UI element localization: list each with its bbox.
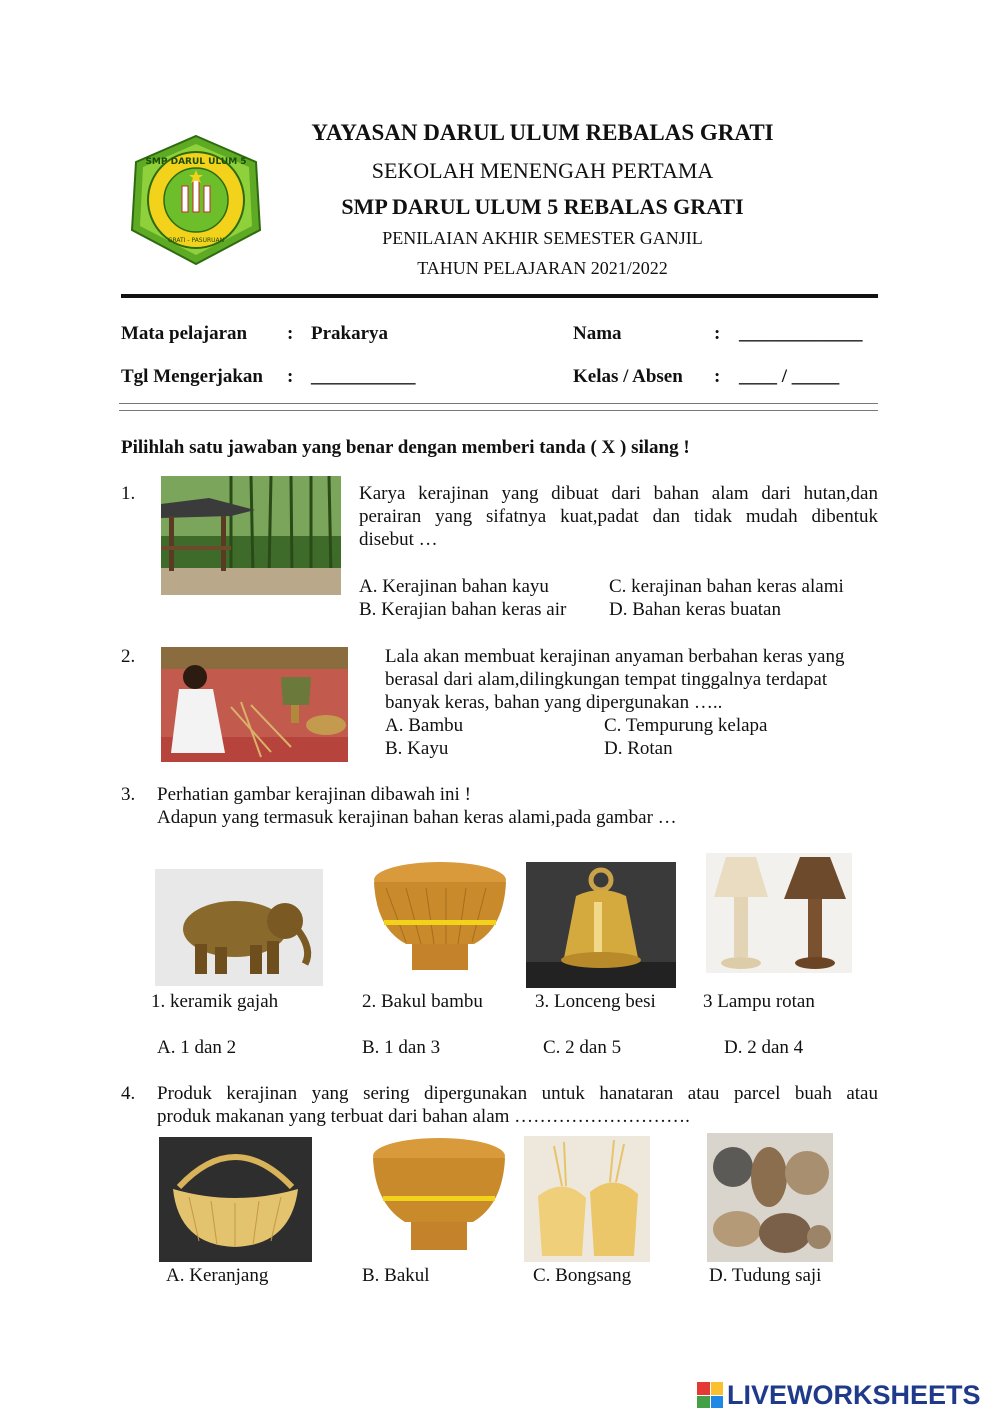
school-type: SEKOLAH MENENGAH PERTAMA xyxy=(371,158,714,183)
q2-option-b[interactable]: B. Kayu xyxy=(385,738,449,759)
q3-caption-4: 3 Lampu rotan xyxy=(703,991,815,1012)
q1-forest-image xyxy=(161,476,341,595)
date-field[interactable]: ___________ xyxy=(311,366,416,387)
q3-option-a[interactable]: A. 1 dan 2 xyxy=(157,1037,237,1058)
subject-label: Mata pelajaran xyxy=(121,323,248,344)
q1-option-a[interactable]: A. Kerajinan bahan kayu xyxy=(359,576,549,597)
class-label: Kelas / Absen xyxy=(573,366,683,387)
school-name: SMP DARUL ULUM 5 REBALAS GRATI xyxy=(341,194,744,219)
q3-number: 3. xyxy=(121,784,136,805)
class-field[interactable]: ____ / _____ xyxy=(739,366,840,387)
header-divider xyxy=(121,294,878,298)
class-colon: : xyxy=(714,366,721,387)
q3-bell-image xyxy=(526,862,676,988)
name-field[interactable]: _____________ xyxy=(739,323,863,344)
q2-text-line3: banyak keras, bahan yang dipergunakan ….. xyxy=(385,692,723,713)
q4-option-b[interactable]: B. Bakul xyxy=(362,1265,430,1286)
liveworksheets-logo[interactable] xyxy=(697,1377,981,1413)
q4-tudung-saji-image xyxy=(707,1133,833,1262)
q1-option-b[interactable]: B. Kerajian bahan keras air xyxy=(359,599,567,620)
date-colon: : xyxy=(287,366,294,387)
q2-number: 2. xyxy=(121,646,136,667)
q4-keranjang-image xyxy=(159,1137,312,1262)
instruction-text: Pilihlah satu jawaban yang benar dengan memberi tanda ( X ) silang ! xyxy=(121,437,690,458)
q3-option-b[interactable]: B. 1 dan 3 xyxy=(362,1037,441,1058)
q1-text-line2: perairan yang sifatnya kuat,padat dan tidak mudah dibentuk xyxy=(359,506,878,527)
q1-option-c[interactable]: C. kerajinan bahan keras alami xyxy=(609,576,844,597)
q4-bongsang-image xyxy=(524,1136,650,1262)
q1-text-line3: disebut … xyxy=(359,529,438,550)
info-divider xyxy=(119,403,878,411)
q2-text-line1: Lala akan membuat kerajinan anyaman berbahan keras yang xyxy=(385,646,845,667)
q3-caption-1: 1. keramik gajah xyxy=(151,991,279,1012)
q2-option-c[interactable]: C. Tempurung kelapa xyxy=(604,715,768,736)
logo-text: SMP DARUL ULUM 5 xyxy=(145,157,247,167)
q3-option-d[interactable]: D. 2 dan 4 xyxy=(724,1037,804,1058)
lw-badge-icon xyxy=(697,1382,723,1408)
q3-elephant-image xyxy=(155,869,323,986)
name-label: Nama xyxy=(573,323,622,344)
subject-colon: : xyxy=(287,323,294,344)
foundation-title: YAYASAN DARUL ULUM REBALAS GRATI xyxy=(311,120,774,145)
q4-option-c[interactable]: C. Bongsang xyxy=(533,1265,632,1286)
q2-option-d[interactable]: D. Rotan xyxy=(604,738,673,759)
q4-number: 4. xyxy=(121,1083,136,1104)
q3-basket-image xyxy=(366,858,514,976)
q2-text-line2: berasal dari alam,dilingkungan tempat tinggalnya terdapat xyxy=(385,669,828,690)
q4-text-line2: produk makanan yang terbuat dari bahan alam ………………………. xyxy=(157,1106,690,1127)
q1-number: 1. xyxy=(121,483,136,504)
q1-option-d[interactable]: D. Bahan keras buatan xyxy=(609,599,781,620)
academic-year: TAHUN PELAJARAN 2021/2022 xyxy=(417,258,668,278)
exam-title: PENILAIAN AKHIR SEMESTER GANJIL xyxy=(382,228,703,248)
q2-weaving-image xyxy=(161,647,348,762)
q4-option-d[interactable]: D. Tudung saji xyxy=(709,1265,822,1286)
subject-value: Prakarya xyxy=(311,323,389,344)
name-colon: : xyxy=(714,323,721,344)
q3-text-line2: Adapun yang termasuk kerajinan bahan keras alami,pada gambar … xyxy=(157,807,677,828)
q2-option-a[interactable]: A. Bambu xyxy=(385,715,464,736)
school-logo xyxy=(128,134,264,266)
q3-caption-3: 3. Lonceng besi xyxy=(535,991,656,1012)
q3-option-c[interactable]: C. 2 dan 5 xyxy=(543,1037,622,1058)
q4-option-a[interactable]: A. Keranjang xyxy=(166,1265,269,1286)
q3-text-line1: Perhatian gambar kerajinan dibawah ini ! xyxy=(157,784,471,805)
q4-text-line1: Produk kerajinan yang sering dipergunakan untuk hanataran atau parcel buah atau xyxy=(157,1083,878,1104)
brand-text: LIVEWORKSHEETS xyxy=(727,1379,981,1410)
q3-lamp-image xyxy=(706,853,852,973)
q4-bakul-image xyxy=(365,1134,513,1257)
q3-caption-2: 2. Bakul bambu xyxy=(362,991,483,1012)
date-label: Tgl Mengerjakan xyxy=(121,366,263,387)
q1-text-line1: Karya kerajinan yang dibuat dari bahan alam dari hutan,dan xyxy=(359,483,878,504)
logo-subtext: GRATI - PASURUAN xyxy=(167,237,225,244)
